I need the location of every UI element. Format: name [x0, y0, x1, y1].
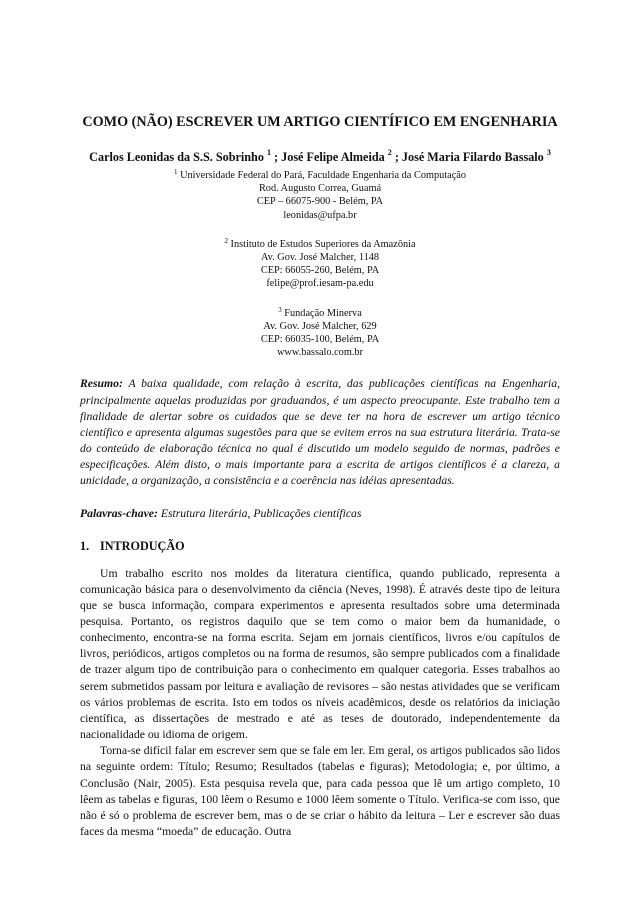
affiliation-1: [80, 166, 560, 222]
author-line: [80, 145, 560, 165]
paper-title: COMO (NÃO) ESCREVER UM ARTIGO CIENTÍFICO EM ENGENHARIA: [82, 114, 558, 130]
keywords: [80, 506, 560, 522]
author-2-affiliation-mark: 2: [387, 148, 392, 157]
affiliation-1-email: leonidas@ufpa.br: [283, 209, 357, 221]
affiliation-2: [80, 235, 560, 291]
affiliation-2-email: felipe@prof.iesam-pa.edu: [266, 278, 374, 290]
section-heading: [80, 538, 560, 554]
abstract: [80, 376, 560, 489]
affiliation-3: [80, 304, 560, 360]
affiliation-3-street: Av. Gov. José Malcher, 629: [263, 320, 377, 332]
affiliation-2-postal: CEP: 66055-260, Belém, PA: [260, 265, 380, 277]
affiliation-2-institution: $^2$ Instituto de Estudos Superiores da Amazônia: [224, 236, 416, 250]
author-1: Carlos Leonidas da S.S. Sobrinho $^1$ ;: [89, 148, 282, 164]
affiliation-1-institution: $^1$ Universidade Federal do Pará, Faculdade Engenharia da Computação: [174, 168, 466, 181]
affiliation-1-postal: CEP – 66075-900 - Belém, PA: [256, 196, 384, 208]
author-2: José Felipe Almeida $^2$ ;: [281, 148, 402, 164]
author-1-affiliation-mark: 1: [266, 148, 271, 157]
abstract-label: Resumo:: [80, 377, 123, 391]
section-number: 1.: [80, 538, 90, 553]
author-3-affiliation-mark: 3: [546, 148, 551, 157]
affiliation-3-website: www.bassalo.com.br: [277, 347, 363, 359]
abstract-text: A baixa qualidade, com relação à escrita, das publicações científicas na Engenharia, principalmente aquelas produzidas por graduandos, é um aspecto preocupante. Este trabalho tem a finalidade de alertar sobre os cuidados que se deve ter na hora de escrever um artigo técnico científico e apresenta algumas sugestões para que se evitem erros na sua estrutura literária. Trata-se do conteúdo de elaboração técnica no qual é discutido um modelo seguido de normas, padrões e especificações. Além disto, o mais importante para a escrita de artigos científicos é a clareza, a unicidade, a organização, a consistência e a coerência nas idéias apresentadas.: [80, 377, 560, 488]
keywords-label: Palavras-chave:: [80, 506, 158, 520]
keywords-text: Estrutura literária, Publicações científicas: [160, 506, 362, 520]
paragraph-1: Um trabalho escrito nos moldes da literatura científica, quando publicado, representa a comunicação básica para o desenvolvimento da ciência (Neves, 1998). É através deste tipo de leitura que se busca informação, compara experimentos e apresenta resultados sobre uma determinada pesquisa. Portanto, os registros daquilo que se tem como o maior bem da humanidade, o conhecimento, encontra-se na forma escrita. Sejam em jornais científicos, livros e/ou capítulos de livros, periódicos, artigos completos ou na forma de resumos, são sempre publicados com a finalidade de trazer algum tipo de contribuição para o conhecimento em qualquer categoria. Esses trabalhos ao serem submetidos passam por leitura e avaliação de revisores – são nestas atividades que se verificam os vários problemas de escrita. Isto em todos os níveis acadêmicos, desde os relatórios da iniciação científica, as dissertações de mestrado e até as teses de doutorado, independentemente da nacionalidade ou idioma de origem.: [80, 566, 560, 742]
section-title: INTRODUÇÃO: [100, 538, 185, 553]
affiliation-1-street: Rod. Augusto Correa, Guamá: [258, 183, 382, 195]
affiliation-3-institution: $^3$ Fundação Minerva: [278, 305, 362, 319]
affiliation-2-street: Av. Gov. José Malcher, 1148: [260, 252, 380, 264]
affiliation-3-postal: CEP: 66035-100, Belém, PA: [260, 334, 380, 346]
author-3: José Maria Filardo Bassalo $^3$: [401, 148, 551, 164]
paragraph-2: Torna-se difícil falar em escrever sem que se fale em ler. Em geral, os artigos publicados são lidos na seguinte ordem: Título; Resumo; Resultados (tabelas e figuras); Metodologia; e, por último, a Conclusão (Nair, 2005). Esta pesquisa revela que, para cada pessoa que lê um artigo completo, 10 lêem as tabelas e figuras, 100 lêem o Resumo e 1000 lêem somente o Título. Verifica-se com isso, que não é só o problema de escrever bem, mas o de se criar o hábito da leitura – Ler e escrever são duas faces da mesma “moeda” de educação. Outra: [80, 744, 560, 839]
